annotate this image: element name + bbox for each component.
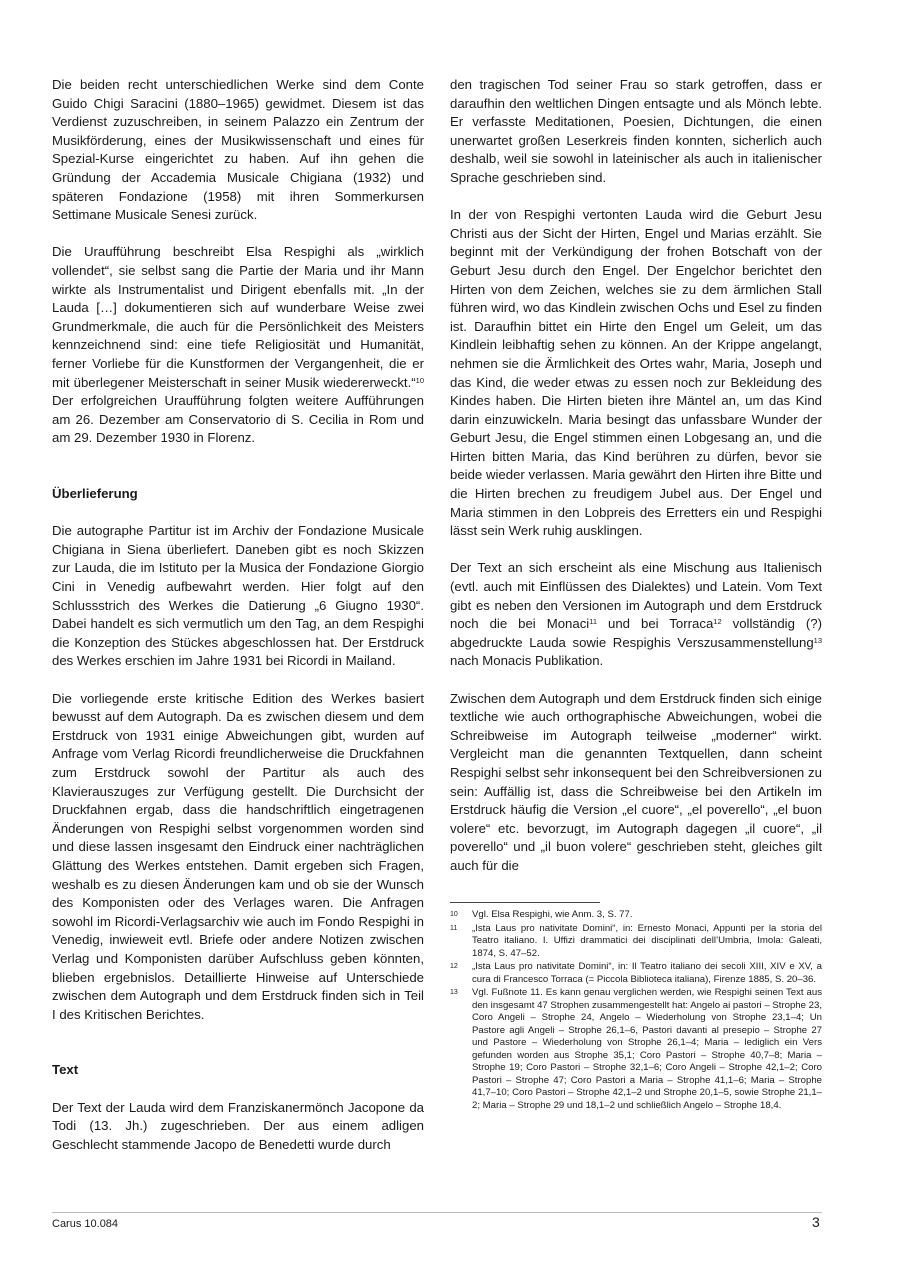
footnote-13 — [450, 987, 822, 1112]
language-text-a: Der Text an sich erscheint als eine Mischung aus Italienisch (evtl. auch mit Einflüssen des Dialektes) und Latein. Vom Text gibt es neben den Versionen im Autograph und dem Erstdruck noch die bei Monaci — [450, 560, 822, 632]
language-text-d: nach Monacis Publikation. — [450, 653, 604, 669]
footnote-divider — [450, 902, 600, 903]
footnotes — [450, 902, 822, 1113]
paragraph-edition: Die vorliegende erste kritische Edition des Werkes basiert bewusst auf dem Autograph. Da es zwischen diesem und dem Erstdruck von 1931 einige Abweichungen gibt, wurden auf Anfrage vom Verlag Ricordi freundlicherweise die Druckfahnen zum Erstdruck sowohl der Partitur als auch des Klavierauszuges zur Verfügung gestellt. Die Durchsicht der Druckfahnen ergab, dass die handschriftlich eingetragenen Änderungen von Respighi selbst vorgenommen worden sind und diese lassen insgesamt den Eindruck einer nachträglichen Glättung des Werkes entstehen. Damit ergeben sich Fragen, weshalb es zu diesen Änderungen kam und ob sie der Wunsch des Komponisten oder des Verlages waren. Die Anfragen sowohl im Ricordi-Verlagsarchiv wie auch im Fondo Respighi in Venedig, inwieweit evtl. Briefe oder andere Notizen zwischen Verlag und Komponisten darüber Aufschluss geben könnten, blieben ergebnislos. Detaillierte Hinweise auf Unterschiede zwischen dem Autograph und dem Erstdruck finden sich in Teil I des Kritischen Berichtes. — [52, 690, 424, 1022]
paragraph-dedication: Die beiden recht unterschiedlichen Werke sind dem Conte Guido Chigi Saracini (1880–1965) gewidmet. Diesem ist das Verdienst zuzuschreiben, in seinem Palazzo ein Zentrum der Musikförderung, eines der Musikwissenschaft und eines für Spezial-Kurse eingerichtet zu haben. Auf ihn gehen die Gründung der Accademia Musicale Chigiana (1932) und späteren Fondazione (1958) mit ihren Sommerkursen Settimane Musicale Senesi zurück. — [52, 77, 424, 223]
footnote-12 — [450, 961, 822, 986]
footnote-text: Vgl. Elsa Respighi, wie Anm. 3, S. 77. — [472, 909, 633, 920]
paragraph-premiere — [52, 243, 424, 448]
premiere-text: Die Uraufführung beschreibt Elsa Respighi als „wirklich vollendet“, sie selbst sang die Partie der Maria und ihr Mann wirkte als Instrumentalist und Dirigent ebenfalls mit. „In der Lauda […] dokumentieren sich auf wunderbare Weise zwei Grundmerkmale, die auch für die Persönlichkeit des Meisters kennzeichnend sind: eine tiefe Religiosität und Humanität, ferner Vorliebe für die Kunstformen der Vergangenheit, die er mit überlegener Meisterschaft in seiner Musik wiedererweckt.“ — [52, 244, 424, 390]
paragraph-synopsis: In der von Respighi vertonten Lauda wird die Geburt Jesu Christi aus der Sicht der Hirten, Engel und Marias erzählt. Sie beginnt mit der Verkündigung der frohen Botschaft von der Geburt Jesu durch den Engel. Der Engelchor berichtet den Hirten von dem Zeichen, welches sie zu dem ärmlichen Stall führen wird, wo das Kindlein zwischen Ochs und Esel zu finden ist. Daraufhin bittet ein Hirte den Engel um Geleit, um das Kindlein leibhaftig sehen zu können. An der Krippe angelangt, nehmen sie die Ärmlichkeit des Ortes wahr, Maria, Joseph und das Kind, die weder etwas zu essen noch zur Bekleidung des Kindes haben. Die Hirten bieten ihre Mäntel an, um das Kind darin einzuwickeln. Maria besingt das unfassbare Wunder der Geburt Jesu, die Engel stimmen einen Lobgesang an, und die Hirten bitten Maria, das Kind berühren zu dürfen, bevor sie beide wieder verlassen. Maria gewährt den Hirten ihre Bitte und die Hirten brechen zu freudigem Jubel aus. Der Engel und Maria stimmen in den Lobpreis des Erretters ein und Respighi lässt sein Werk ruhig ausklingen. — [450, 207, 822, 539]
language-text-b: und bei Torraca — [597, 616, 714, 632]
footnote-number: 13 — [450, 989, 458, 996]
footer-divider — [52, 1212, 822, 1213]
heading-ueberlieferung: Überlieferung — [52, 486, 138, 502]
catalog-number: Carus 10.084 — [52, 1218, 119, 1230]
paragraph-jacopone: den tragischen Tod seiner Frau so stark getroffen, dass er daraufhin den weltlichen Dingen entsagte und als Mönch lebte. Er verfasste Meditationen, Poesien, Dichtungen, die einen unerwartet großen Leserkreis finden konnten, sicherlich auch deshalb, weil sie sowohl in lateinischer als auch in italienischer Sprache geschrieben sind. — [450, 77, 822, 185]
left-column — [52, 76, 424, 1154]
footnote-ref-12: 12 — [713, 617, 722, 627]
footnote-ref-11: 11 — [589, 617, 598, 627]
paragraph-language — [450, 559, 822, 671]
footnote-ref-13: 13 — [813, 635, 822, 645]
footnote-10 — [450, 909, 822, 922]
footnote-number: 12 — [450, 963, 458, 970]
footnote-number: 11 — [450, 924, 458, 932]
right-column — [450, 76, 822, 876]
premiere-text-end: Der erfolgreichen Uraufführung folgten weitere Aufführungen am 26. Dezember am Conservatorio di S. Cecilia in Rom und am 29. Dezember 1930 in Florenz. — [52, 393, 424, 446]
page-number: 3 — [812, 1214, 820, 1230]
language-text-c: vollständig (?) abgedruckte Lauda sowie Respighis Verszusammenstellung — [450, 616, 823, 650]
heading-text: Text — [52, 1062, 79, 1078]
footnote-text: Vgl. Fußnote 11. Es kann genau verglichen werden, wie Respighi seinen Text aus den insgesamt 47 Strophen zusammengestellt hat: Angelo ai pastori – Strophe 23, Coro Angeli – Strophe 24, Angelo – Wiederholung von Strophe 23,1–4; Un Pastore agli Angeli – Strophe 26,1–6, Pastori davanti al presepio – Strophe 27 und Pastore – Wiederholung von Strophe 26,1–4; Maria – lediglich ein Vers gefunden worden aus Strophe 35,1; Coro Pastori – Strophe 40,7–8; Maria – Strophe 19; Coro Pastori – Strophe 32,1–6; Coro Angeli – Strophe 42,1–2; Coro Pastori – Strophe 47; Coro Pastori a Maria – Strophe 41,1–6; Maria – Strophe 41,7–10; Coro Pastori – Strophe 42,1–2 und Strophe 20,1–5, sowie Strophe 21,1–2; Maria – Strophe 29 und 18,1–2 und schließlich Angelo – Strophe 18,4. — [472, 987, 822, 1111]
paragraph-autograph: Die autographe Partitur ist im Archiv der Fondazione Musicale Chigiana in Siena überliefert. Daneben gibt es noch Skizzen zur Lauda, die im Istituto per la Musica der Fondazione Giorgio Cini in Venedig aufbewahrt werden. Hier folgt auf den Schlussstrich des Werkes die Datierung „6 Giugno 1930“. Dabei handelt es sich vermutlich um den Tag, an dem Respighi die Konzeption des Stückes abgeschlossen hat. Der Erstdruck des Werkes erschien im Jahre 1931 bei Ricordi in Mailand. — [52, 523, 424, 669]
footnote-text: „Ista Laus pro nativitate Domini“, in: Ernesto Monaci, Appunti per la storia del Teatro italiano. I. Uffizi drammatici dei disciplinati dell’Umbria, Imola: Galeati, 1874, S. 47–52. — [472, 922, 822, 959]
paragraph-text-origin: Der Text der Lauda wird dem Franziskanermönch Jacopone da Todi (13. Jh.) zugeschrieben. Der aus einem adligen Geschlecht stammende Jacopo de Benedetti wurde durch — [52, 1099, 424, 1152]
footnote-11 — [450, 923, 822, 961]
footnote-ref-10: 10 — [415, 375, 424, 385]
paragraph-orthography: Zwischen dem Autograph und dem Erstdruck finden sich einige textliche wie auch orthographische Abweichungen, wobei die Schreibweise im Autograph teilweise „moderner“ wirkt. Vergleicht man die genannten Textquellen, dann scheint Respighi selbst sehr inkonsequent bei den Schreibversionen zu sein: Auffällig ist, dass die Schreibweise bei den Artikeln im Erstdruck häufig die Version „el cuore“, „el poverello“, „el buon volere“ etc. bevorzugt, im Autograph dagegen „il cuore“, „il poverello“ und „il buon volere“ geschrieben steht, gleiches gilt auch für die — [450, 690, 822, 873]
footnote-text: „Ista Laus pro nativitate Domini“, in: Il Teatro italiano dei secoli XIII, XIV e XV, a cura di Francesco Torraca (= Piccola Biblioteca italiana), Firenze 1885, S. 20–36. — [472, 961, 822, 985]
footnote-number: 10 — [450, 911, 458, 918]
